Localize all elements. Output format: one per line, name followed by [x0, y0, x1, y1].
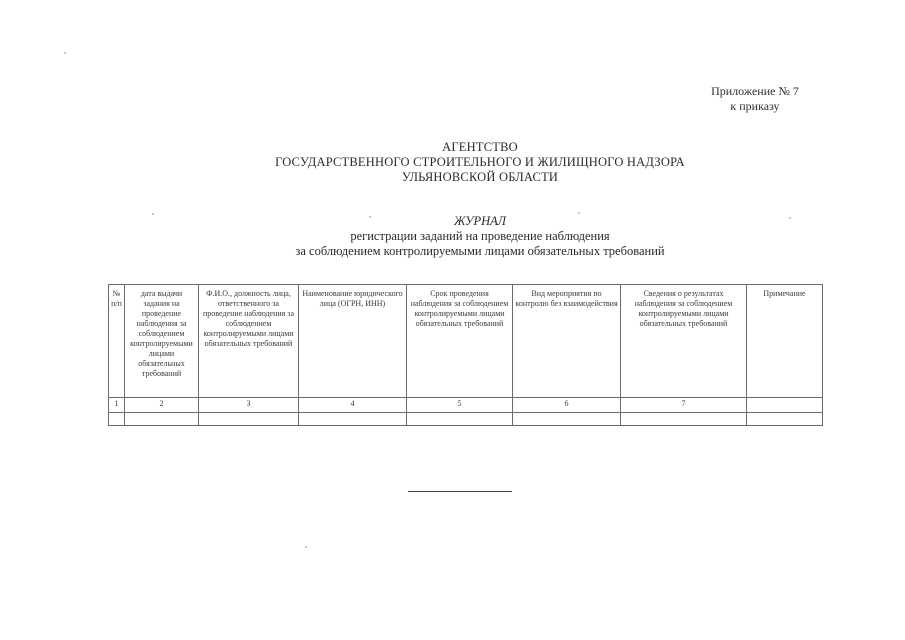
header-cell-number: № п/п [109, 285, 125, 398]
header-cell-responsible-person: Ф.И.О., должность лица, ответственного за проведение наблюдения за соблюдением контролируемыми лицами обязательных требований [199, 285, 299, 398]
empty-cell [199, 413, 299, 426]
agency-line-1: АГЕНТСТВО [442, 140, 518, 154]
closing-rule [408, 491, 512, 492]
table-row [109, 413, 823, 426]
scan-speck [305, 546, 307, 548]
journal-heading [230, 214, 730, 259]
header-cell-legal-entity: Наименование юридического лица (ОГРН, ИНН) [299, 285, 407, 398]
header-cell-term: Срок проведения наблюдения за соблюдением контролируемыми лицами обязательных требований [407, 285, 513, 398]
scan-speck [152, 213, 154, 215]
column-number-cell: 6 [513, 398, 621, 413]
appendix-number: Приложение № 7 [711, 84, 799, 98]
scan-speck [64, 52, 66, 54]
header-cell-issue-date: дата выдачи задания на проведение наблюдения за соблюдением контролируемыми лицами обязательных требований [125, 285, 199, 398]
column-number-cell: 5 [407, 398, 513, 413]
scan-speck [578, 212, 580, 214]
empty-cell [109, 413, 125, 426]
journal-subtitle-1: регистрации заданий на проведение наблюдения [350, 229, 610, 243]
empty-cell [407, 413, 513, 426]
header-cell-activity-type: Вид мероприятия по контролю без взаимодействия [513, 285, 621, 398]
empty-cell [513, 413, 621, 426]
column-number-cell: 1 [109, 398, 125, 413]
journal-title: ЖУРНАЛ [454, 214, 506, 228]
column-number-cell: 7 [621, 398, 747, 413]
registration-table [108, 284, 823, 426]
scan-speck [789, 217, 791, 219]
header-cell-results: Сведения о результатах наблюдения за соблюдением контролируемыми лицами обязательных требований [621, 285, 747, 398]
agency-heading [230, 140, 730, 185]
column-number-cell: 3 [199, 398, 299, 413]
agency-line-3: УЛЬЯНОВСКОЙ ОБЛАСТИ [401, 170, 559, 184]
empty-cell [125, 413, 199, 426]
column-number-cell [747, 398, 823, 413]
empty-cell [621, 413, 747, 426]
agency-line-2: ГОСУДАРСТВЕННОГО СТРОИТЕЛЬНОГО И ЖИЛИЩНОГО НАДЗОРА [275, 155, 685, 169]
journal-subtitle-2: за соблюдением контролируемыми лицами обязательных требований [295, 244, 665, 258]
empty-cell [299, 413, 407, 426]
scan-speck [369, 216, 371, 218]
empty-cell [747, 413, 823, 426]
appendix-note [690, 84, 820, 114]
column-number-cell: 4 [299, 398, 407, 413]
table-header-row [109, 285, 823, 398]
header-cell-note: Примечание [747, 285, 823, 398]
table-row [109, 398, 823, 413]
column-number-cell: 2 [125, 398, 199, 413]
appendix-order-ref: к приказу [730, 99, 780, 113]
